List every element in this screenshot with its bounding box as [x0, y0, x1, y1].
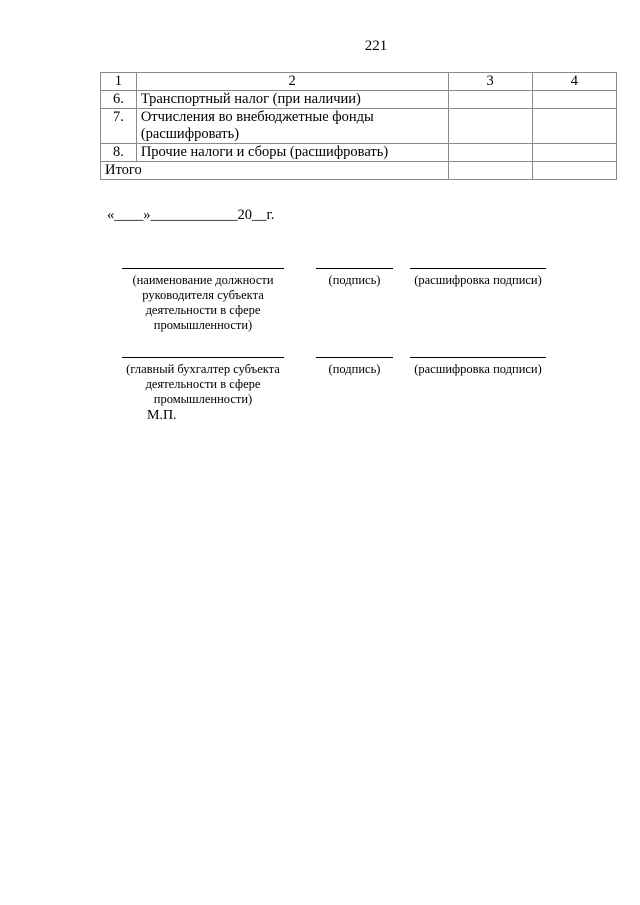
table-row [101, 91, 617, 109]
head-decoding-block [410, 268, 546, 288]
head-position-caption: (наименование должности руководителя субъекта деятельности в сфере промышленности) [132, 273, 274, 332]
signature-line [316, 268, 393, 269]
total-label: Итого [101, 162, 449, 180]
row-number: 6. [101, 91, 137, 109]
head-decoding-caption: (расшифровка подписи) [414, 273, 542, 287]
accountant-decoding-block [410, 357, 546, 377]
header-col-4: 4 [532, 73, 616, 91]
accountant-decoding-caption: (расшифровка подписи) [414, 362, 542, 376]
tax-table [100, 72, 617, 180]
row-value-3 [448, 91, 532, 109]
total-value-3 [448, 162, 532, 180]
row-value-4 [532, 144, 616, 162]
head-position-block [122, 268, 284, 333]
accountant-signature-caption: (подпись) [328, 362, 381, 376]
signature-line [410, 268, 546, 269]
row-value-4 [532, 91, 616, 109]
row-value-3 [448, 109, 532, 144]
head-signature-caption: (подпись) [328, 273, 381, 287]
accountant-position-block [122, 357, 284, 407]
table-total-row [101, 162, 617, 180]
row-label: Прочие налоги и сборы (расшифровать) [136, 144, 448, 162]
accountant-position-caption: (главный бухгалтер субъекта деятельности в сфере промышленности) [126, 362, 280, 406]
header-col-3: 3 [448, 73, 532, 91]
header-col-1: 1 [101, 73, 137, 91]
signature-line [410, 357, 546, 358]
signature-line [122, 357, 284, 358]
row-label: Транспортный налог (при наличии) [136, 91, 448, 109]
header-col-2: 2 [136, 73, 448, 91]
page-number: 221 [364, 38, 388, 54]
table-row [101, 144, 617, 162]
signature-line [122, 268, 284, 269]
stamp-label: М.П. [147, 408, 177, 423]
accountant-signature-block [316, 357, 393, 377]
row-number: 8. [101, 144, 137, 162]
signature-line [316, 357, 393, 358]
row-label: Отчисления во внебюджетные фонды (расшифровать) [136, 109, 448, 144]
total-value-4 [532, 162, 616, 180]
head-signature-block [316, 268, 393, 288]
row-value-3 [448, 144, 532, 162]
table-header-row [101, 73, 617, 91]
row-number: 7. [101, 109, 137, 144]
row-value-4 [532, 109, 616, 144]
table-row [101, 109, 617, 144]
date-line: «____»____________20__г. [107, 207, 275, 223]
